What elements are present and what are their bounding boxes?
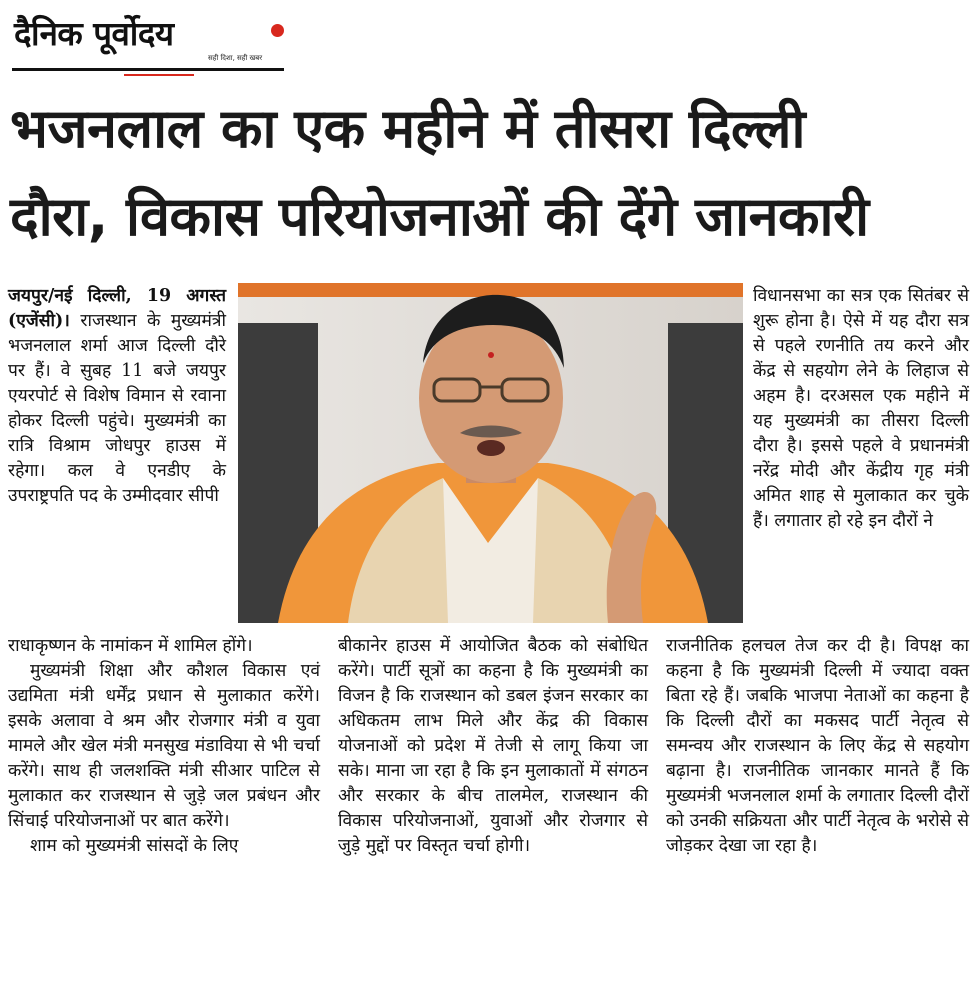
newspaper-tagline: सही दिशा, सही खबर (208, 54, 263, 62)
article-column-3-bottom (666, 634, 969, 859)
article-body-paragraph (8, 284, 226, 509)
article-body-paragraph: मुख्यमंत्री शिक्षा और कौशल विकास एवं उद्यमिता मंत्री धर्मेंद्र प्रधान से मुलाकात करेंगे। इसके अलावा वे श्रम और रोजगार मंत्री व युवा मामले और खेल मंत्री मनसुख मंडाविया से भी चर्चा करेंगे। साथ ही जलशक्ति मंत्री सीआर पाटिल से मुलाकात कर राजस्थान से जुड़े जल प्रबंधन और सिंचाई परियोजनाओं पर बात करेंगे। (8, 661, 320, 831)
article-body-paragraph: विधानसभा का सत्र एक सितंबर से शुरू होना है। ऐसे में यह दौरा सत्र से पहले रणनीति तय करने और केंद्र से सहयोग लेने के लिहाज से अहम है। दरअसल एक महीने में यह मुख्यमंत्री का तीसरा दिल्ली दौरा है। इससे पहले वे प्रधानमंत्री नरेंद्र मोदी और केंद्रीय गृह मंत्री अमित शाह से मुलाकात कर चुके हैं। लगातार हो रहे इन दौरों ने (753, 286, 969, 531)
masthead-rule (12, 68, 284, 71)
article-column-1-top (8, 284, 226, 509)
article-column-1-bottom (8, 634, 320, 859)
masthead (12, 8, 284, 72)
article-photo (238, 283, 743, 623)
article-body-paragraph: राधाकृष्णन के नामांकन में शामिल होंगे। (8, 636, 253, 656)
article-text: राजस्थान के मुख्यमंत्री भजनलाल शर्मा आज दिल्ली दौरे पर हैं। वे सुबह 11 बजे जयपुर एयरपोर्ट से विशेष विमान से रवाना होकर दिल्ली पहुंचे। मुख्यमंत्री का रात्रि विश्राम जोधपुर हाउस में रहेगा। कल वे एनडीए के उपराष्ट्रपति पद के उम्मीदवार सीपी (8, 311, 226, 506)
headline-line-1: भजनलाल का एक महीने में तीसरा दिल्ली (10, 97, 805, 160)
article-body-paragraph: शाम को मुख्यमंत्री सांसदों के लिए (30, 836, 239, 856)
article-column-3-top (753, 284, 969, 534)
chief-minister-photo (238, 283, 743, 623)
logo-dot-icon (271, 24, 284, 37)
masthead-red-line (124, 74, 194, 76)
article-column-2 (338, 634, 648, 859)
headline-line-2: दौरा, विकास परियोजनाओं की देंगे जानकारी (10, 185, 869, 248)
article-body-paragraph: राजनीतिक हलचल तेज कर दी है। विपक्ष का कहना है कि मुख्यमंत्री दिल्ली में ज्यादा वक्त बिता रहे हैं। जबकि भाजपा नेताओं का कहना है कि दिल्ली दौरों का मकसद पार्टी नेतृत्व से समन्वय और राजस्थान के लिए केंद्र से सहयोग बढ़ाना है। राजनीतिक जानकार मानते हैं कि मुख्यमंत्री भजनलाल शर्मा के लगातार दिल्ली दौरों को उनकी सक्रियता और पार्टी नेतृत्व के भरोसे से जोड़कर देखा जा रहा है। (666, 636, 969, 856)
dateline: जयपुर/नई दिल्ली, 19 अगस्त (एजेंसी)। (8, 286, 226, 331)
newspaper-title: दैनिक पूर्वोदय (14, 14, 174, 53)
article-body-paragraph: बीकानेर हाउस में आयोजित बैठक को संबोधित करेंगे। पार्टी सूत्रों का कहना है कि मुख्यमंत्री का विजन है कि राजस्थान को डबल इंजन सरकार का अधिकतम लाभ मिले और केंद्र की विकास योजनाओं को प्रदेश में तेजी से लागू किया जा सके। माना जा रहा है कि इन मुलाकातों में संगठन और सरकार के बीच तालमेल, राजस्थान की विकास परियोजनाओं, युवाओं और रोजगार से जुड़े मुद्दों पर विस्तृत चर्चा होगी। (338, 636, 648, 856)
